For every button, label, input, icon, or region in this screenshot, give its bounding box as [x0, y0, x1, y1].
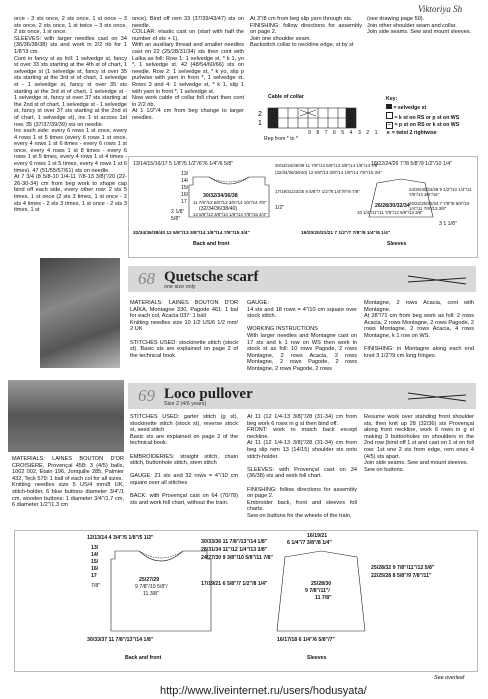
pullover-finishing: Resume work over standing front shoulder sts, then knit up 28 (32/36) sts Provençal along front neckline, work 6 rows in g st making 3 buttonholes on shoulders in the 2nd row (bind off 1 st and cast on 1 st on foll row: 1st one 2 sts from edge, rem ones 4 (4/5) sts apart. Join side seams. Sew and mount sleeves. Sew on buttons.	[364, 414, 474, 473]
scarf-materials: MATERIALS: LAINES BOUTON D'OR LAÏKA, Montagne 330, Pagode 461: 1 bal for each col, Acacia 037: 1 ball Knitting needles size 10 1/2 US/6 1/2 mm/ 2 UK STITCHES USED: stockinette stitch (stock st). Basic sts are explained on page 2 of the technical book.	[130, 300, 238, 359]
pattern-size: Size 2 (4/6 years)	[164, 401, 207, 407]
measurement-label: 20/22/26/30/34 7 7/8"/8 5/8"/10 1/4"/11 7/8"/13 3/8"	[409, 201, 470, 211]
watermark-url: http://www.liveinternet.ru/users/hodusyata/	[160, 685, 367, 697]
back-front-caption: Back and front	[193, 241, 230, 247]
key-title: Key:	[386, 96, 398, 102]
measurement-label: 25/28/30	[311, 581, 332, 587]
cable-chart	[256, 94, 476, 154]
key-item: = k st on RS or p st on WS	[386, 112, 478, 121]
scarf-working-instructions: GAUGE: 14 sts and 18 rows = 4"/10 cm square over stock stitch. WORKING INSTRUCTIONS With larger needles and Montagne cast on 17 sts and k 1 row on WS then work in stock st as foll: 10 rows Pagode, 2 rows Montagne, 2 rows Acacia, 2 rows Montagne, 2 rows Pagode, 2 rows Montagne, 2 rows Pagode, 2 rows	[247, 300, 357, 372]
measurement-label: 18/22/24/26 7"/8 5/8"/9 1/2"/10 1/4"	[371, 161, 452, 167]
measurement-label: 12/13/14 4 3/4"/5 1/8"/5 1/2"	[87, 535, 154, 541]
size-label: 16/	[181, 192, 189, 198]
size-label: 13/	[91, 545, 99, 551]
pattern-size: one size only	[164, 284, 196, 290]
size-label: 15/	[91, 559, 99, 565]
pullover-title-band	[128, 383, 476, 409]
schematic-box-loco	[14, 530, 478, 672]
chart-repeat-label: Rep from * to *	[264, 136, 299, 142]
back-front-outline	[111, 551, 211, 631]
size-label: 7/8"	[91, 583, 101, 589]
measurement-label: 16/19/21	[307, 533, 328, 539]
back-front-caption: Back and front	[125, 655, 162, 661]
size-label: 13/	[181, 171, 189, 177]
scarf-finishing: Montagne, 2 rows Acacia, cont with Montagne. At 28"/71 cm from beg work as foll: 2 rows Acacia, 2 rows Montagne, 2 rows Pagode, 2 rows Montagne, 2 rows Acacia, 4 rows Montagne, k 1 row on WS. FINISHING: in Montagne along each end knot 3 1/2"/9 cm long fringes.	[364, 300, 474, 359]
knitting-needles-icon	[406, 387, 468, 405]
measurement-label: 19/20/20/21/21 7 1/2"/7 7/8"/8 1/4"/8 1/4"	[301, 231, 391, 236]
width-label: 11 7/8"/12 5/8"/13 3/8"/14 1/8"/14 7/8"	[193, 200, 267, 205]
schematic-box-scarf-pullover	[128, 156, 478, 258]
chart-column-numbers: 9 8 7 6 5 4 3 2 1	[308, 130, 380, 136]
finishing-instructions: At 3"/8 cm from beg slip yarn through sts. FINISHING: follow directions for assembly on page 2. Join one shoulder seam. Backstitch collar to neckline edge, st by st	[250, 16, 362, 49]
schematic-left-labels: 13/14/15/16/17 5 1/8"/5 1/2"/6"/6 1/4"/6 5/8"	[133, 161, 234, 167]
measurement-label: 16/17/18 6 1/4"/6 5/8"/7"	[277, 637, 335, 643]
key-item: = selvedge st	[386, 104, 478, 111]
size-label: 17	[181, 199, 187, 205]
see-overleaf-note: See overleaf	[434, 675, 465, 681]
measurement-label: 9 7/8"/11"/	[305, 588, 330, 594]
sleeves-instructions: orce - 3 sts once, 2 sts once, 1 st once – 3 sts once, 2 sts once, 1 st twice – 3 sts once, 2 sts once, 1 st once. SLEEVES: with larger needles cast on 34 (36/36/38/38) sts and work in 2/2 rib for 1 1/8"/3 cm. Cont in fancy st as foll: 1 selvedge st, fancy st over 33 sts starting at the 4th st of chart, 1 selvedge st (1 selvedge st, fancy st over 35 sts starting at the 3rd st of chart, 1 selvedge st - 1 selvedge st, fancy st over 35 sts starting at the 3rd st of chart, 1 selvedge st - 1 selvedge st, fancy st over 37 sts starting at the 2nd st of chart, 1 selvedge st - 1 selvedge st, fancy st over 37 sts starting at the 2nd st of chart, 1 selvedge st), inc 1 st across 1st row. 35 (37/37/39/39) sts on needle. Inc each side: every 6 rows 1 st once, every 4 rows 1 st 5 times (every 6 rows 1 st once, every 4 rows 1 st 6 times - every 6 rows 1 st once, every 4 rows 1 st 8 times - every 6 rows 1 st 5 times, every 4 rows 1 st 4 times - every 6 rows 1 st 5 times, every 4 rows 1 st 6 times). 47 (51/55/57/61) sts on needle. At 7 3/4 (8 5/8-10 1/4-11 7/8-13 3/8)"/20 (22-26-30-34) cm from beg work to shape cap bind off each side, every other row: 2 sts 5 times, 1 st once (2 sts 3 times, 1 st once - 2 sts 4 times - 2 sts 3 times, 1 st once - 2 sts 3 times, 1 st	[14, 16, 127, 214]
pullover-materials: MATERIALS: LAINES BOUTON D'OR CROISIÈRE, Provençal 458: 3 (4/5) balls, 1002 002, Étain 196, Jonquille 285, Palmier 432, Teck 579: 1 ball of each col for all sizes. Knitting needles size 5 US/4 mm/8 UK, stitch-holder, 6 blue buttons diameter 3/4"/1 cm, wooden buttons: 1 diameter 3/4"/1.7 cm, 6 diameter 1/2"/1.3 cm	[12, 456, 124, 509]
scarf-title-band	[128, 266, 476, 292]
pattern-title: Quetsche scarf	[164, 269, 259, 285]
measurement-label: (32/34/36/38/40) 12 5/8"/13 3/8"/14 1/8"/14 7/8"/15 3/4"	[275, 170, 383, 175]
key-item: – = p st on RS or k st on WS	[386, 122, 478, 129]
sleeves-caption: Sleeves	[387, 241, 407, 247]
size-label: 2 1/8"	[171, 209, 185, 215]
measurement-label: 24/26/30/34/38 9 1/2"/10 1/4"/11 7/8"/13 3/8"/15"	[409, 187, 472, 197]
row-1-marker: 1	[258, 120, 262, 127]
bottom-width-label: 32/34/36/38/40 12 5/8"/13 3/8"/14 1/8"/14 7/8"/15 3/4"	[133, 231, 250, 236]
pattern-number: 69	[138, 386, 155, 405]
size-label: 14/	[91, 552, 99, 558]
measurement-label: 17/19/21 6 5/8"/7 1/2"/8 1/4"	[201, 581, 268, 587]
key-item: ⨯ = twist 2 rightwise	[386, 130, 437, 136]
measurement-label: 6 1/4"/7 3/8"/8 1/4"	[287, 540, 332, 546]
pattern-title: Loco pullover	[164, 386, 253, 402]
chart-key	[386, 96, 478, 136]
width-label: (32/34/36/38/40)	[199, 206, 238, 212]
pullover-stitches: STITCHES USED: garter stitch (g st), stockinette stitch (stock st), reverse stock st, seed stitch Basic sts are explained on page 2 of the technical book. EMBROIDERIES: straight stitch, chain stitch, buttonhole stitch, stem stitch GAUGE: 21 sts and 32 rows = 4"/10 cm square over all stitches BACK: with Provençal cast on 64 (70/78) sts and work foll chart, without the train.	[130, 414, 238, 506]
measurement-label: 30/32/34/36/38 11 7/8"/12 5/8"/13 3/8"/14 1/8"/14 7/8"	[275, 163, 379, 168]
bottom-width-label: 30/33/37 11 7/8"/13"/14 1/8"	[87, 637, 154, 643]
measurement-label: 24/27/30 9 3/8"/10 5/8"/11 7/8"	[201, 555, 273, 561]
chart-title: Cable of collar	[268, 94, 304, 100]
measurement-label: 22/25/28 8 5/8"/9 7/8"/11"	[371, 573, 432, 579]
size-label: 5/8"	[171, 216, 181, 222]
row-2-marker: 2	[258, 111, 262, 118]
width-label: 12 5/8"/13 3/8"/14 1/8"/14 7/8"/15 3/4"	[193, 212, 267, 217]
size-label: 14/	[181, 178, 189, 184]
finishing-continued: (see drawing page 50). Join other shoulder seam and collar. Join side seams. Sew and mount sleeves.	[367, 16, 472, 36]
width-label: 9 7/8"/10 5/8"/	[135, 584, 168, 590]
measurement-label: 30/33/36 11 7/8"/13"/14 1/8"	[201, 539, 268, 545]
scarf-photo	[40, 258, 120, 368]
width-label: 25/27/29	[139, 577, 160, 583]
sleeves-caption: Sleeves	[307, 655, 327, 661]
pullover-instructions: At 11 (12 1/4-13 3/8)"/28 (31-34) cm from beg work 6 rows in g st then bind off. FRONT: work to match back except neckline. At 11 (12 1/4-13 3/8)"/28 (31-34) cm from beg slip rem 13 (14/15) shoulder sts onto stitch-holder. SLEEVES: with Provençal cast on 34 (36/38) sts and work foll chart. FINISHING: follow directions for assembly on page 2. Embroider back, front and sleeves foll charts. Sew on buttons for the wheels of the train.	[247, 414, 357, 519]
pattern-number: 68	[138, 269, 155, 288]
measurement-label: 26/28/30/32/34	[375, 203, 410, 209]
measurement-label: 28/31/34 11"/12 1/4"/13 3/8"	[201, 547, 268, 553]
measurement-label: 11 7/8"	[315, 595, 332, 601]
width-label: 11 3/8"	[143, 591, 159, 597]
brand-signature: Viktoriya Sh	[418, 4, 463, 14]
measurement-label: 25/28/32 9 7/8"/11"/12 5/8"	[371, 565, 435, 571]
measurement-label: 17/19/21/23/25 6 5/8"/7 1/2"/8 1/4"/9"/9 7/8"	[275, 189, 360, 194]
size-label: 17	[91, 573, 97, 579]
measurement-label: 10 1/4"/11"/11 7/8"/12 5/8"/13 3/8"	[357, 210, 423, 215]
measurement-label: 1/2"	[275, 205, 285, 211]
size-label: 16/	[91, 566, 99, 572]
size-label: 15/	[181, 185, 189, 191]
knitting-needles-icon	[406, 270, 468, 288]
pullover-photo	[8, 380, 124, 452]
width-label: 30/32/34/36/38	[203, 193, 238, 199]
collar-instructions: once). Bind off rem 33 (37/39/43/47) sts on needle. COLLAR: elastic cast on (start with half the number of sts + 1). With an auxiliary thread and smaller needles cast on 22 (25/28/31/34) sts then cont with Laïka as foll: Row 1: 1 selvedge st, * k 1, yo *, 1 selvedge st. 42 (48/54/60/66) sts on needle. Row 2: 1 selvedge st, * k yo, slip p purlwise with yarn in front *, 1 selvedge st. Rows 3 and 4: 1 selvedge st, * k 1, slip 1 with yarn in front *, 1 selvedge st. Now work cable of collar foll chart then cont in 2/2 rib. At 1 1/2"/4 cm from beg change to larger needles.	[132, 16, 244, 121]
measurement-label: 3 1 1/8"	[439, 221, 457, 227]
